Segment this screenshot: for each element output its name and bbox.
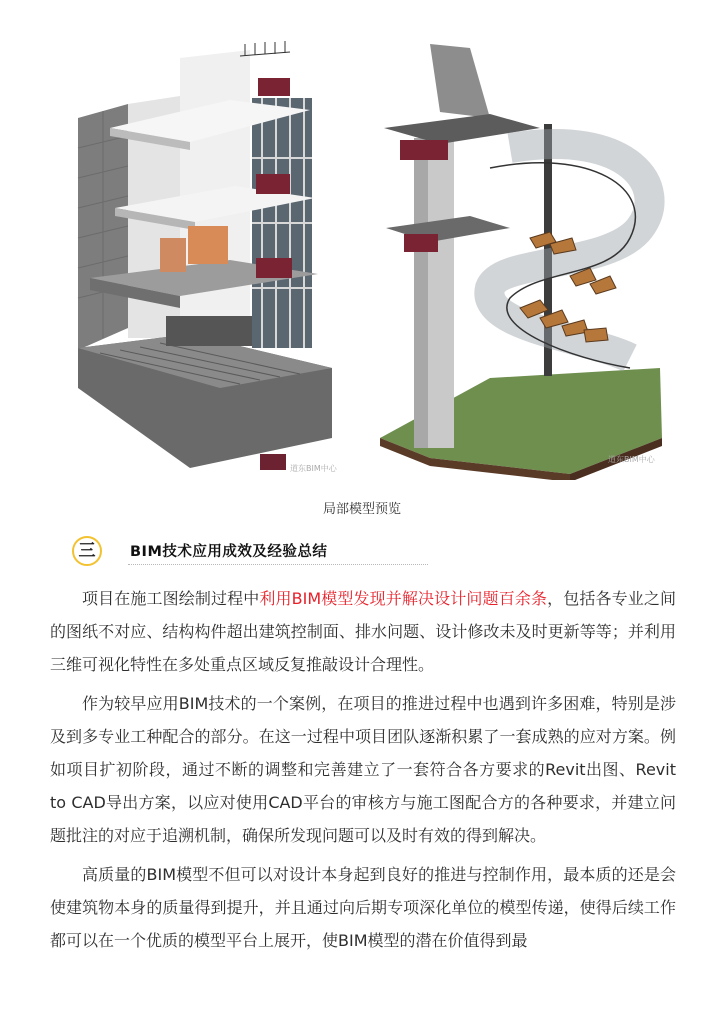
- paragraph-1: [50, 582, 676, 681]
- highlight-text: 利用BIM模型发现并解决设计问题百余条: [259, 589, 548, 608]
- figure-caption: 局部模型预览: [322, 502, 401, 517]
- paragraph-1-text-a: 项目在施工图绘制过程中: [82, 589, 260, 608]
- model-illustrations: [70, 38, 670, 480]
- article-body: [50, 582, 676, 963]
- section-numeral: 三: [78, 541, 96, 561]
- paragraph-3: 高质量的BIM模型不但可以对设计本身起到良好的推进与控制作用，最本质的还是会使建筑物本身的质量得到提升，并且通过向后期专项深化单位的模型传递，使得后续工作都可以在一个优质的模型平台上展开，使BIM模型的潜在价值得到最: [50, 865, 676, 950]
- section-divider: [128, 564, 428, 565]
- spiral-staircase-model: [380, 44, 662, 480]
- model-preview-figure: [70, 38, 670, 480]
- section-title: BIM技术应用成效及经验总结: [130, 544, 328, 560]
- right-watermark: 道东BIM中心: [608, 455, 655, 464]
- building-section-model: [78, 41, 332, 470]
- paragraph-1-text-b: ，包括各专业之间的图纸不对应、结构构件超出建筑控制面、排水问题、设计修改未及时更新等等；并利用三维可视化特性在多处重点区域反复推敲设计合理性。: [50, 589, 676, 674]
- paragraph-2: 作为较早应用BIM技术的一个案例，在项目的推进过程中也遇到许多困难，特别是涉及到多专业工种配合的部分。在这一过程中项目团队逐渐积累了一套成熟的应对方案。例如项目扩初阶段，通过不断的调整和完善建立了一套符合各方要求的Revit出图、Revit to CAD导出方案，以应对使用CAD平台的审核方与施工图配合方的各种要求，并建立问题批注的对应于追溯机制，确保所发现问题可以及时有效的得到解决。: [50, 694, 676, 845]
- left-watermark: 道东BIM中心: [290, 464, 337, 473]
- section-heading: [72, 536, 672, 568]
